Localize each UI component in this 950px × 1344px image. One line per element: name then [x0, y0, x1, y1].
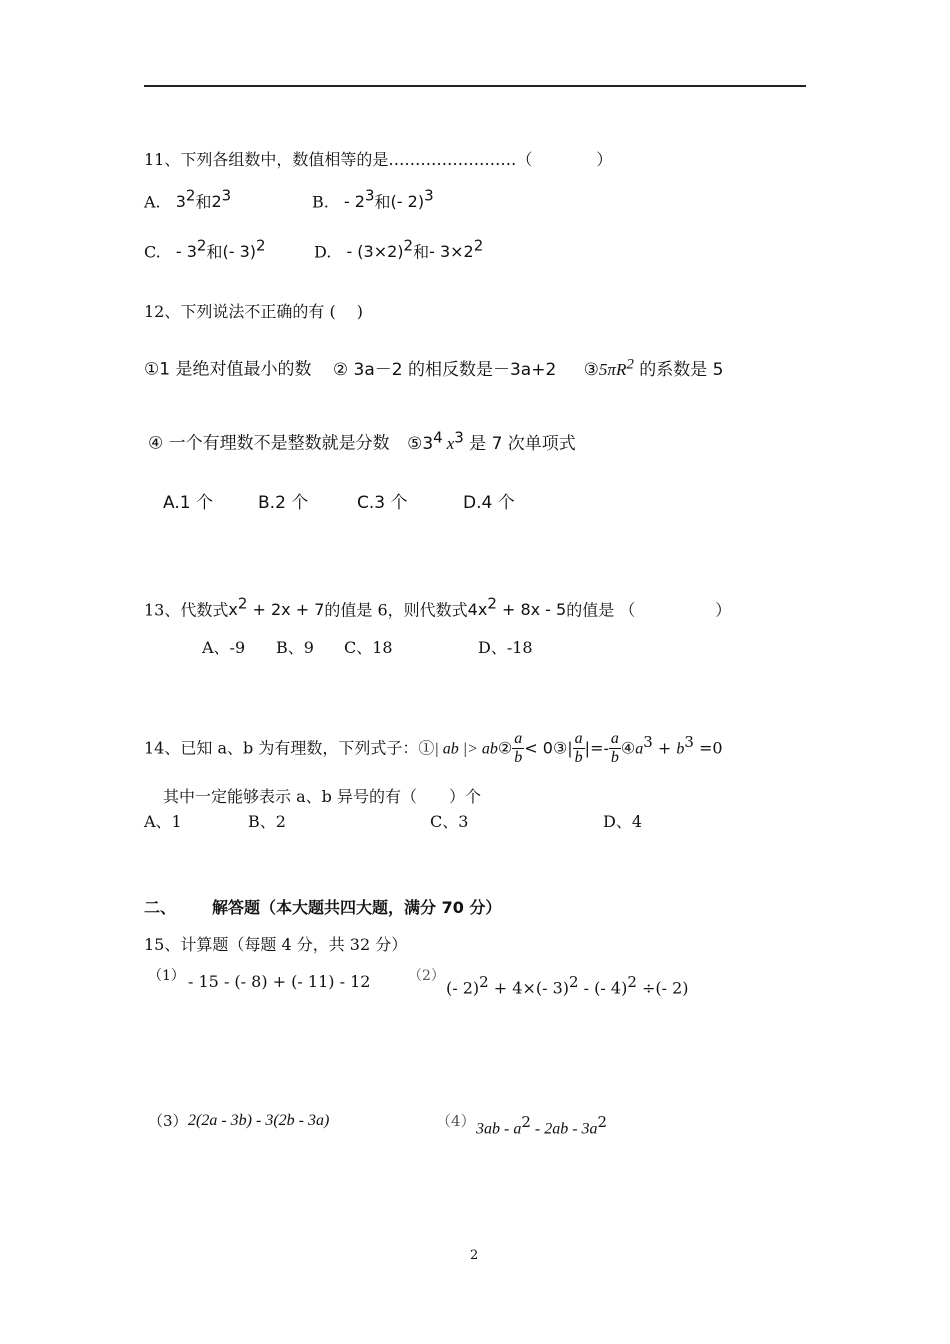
q14-option-a: A、1 — [144, 812, 182, 831]
q15-p2-label: （2） — [408, 968, 445, 984]
section2-title: 解答题（本大题共四大题，满分 70 分） — [212, 898, 502, 917]
q13-stem: 13、代数式$x^2 + 2x + 7$的值是 6，则代数式$4x^2 + 8x - 5$的值是 （ ） — [144, 595, 732, 620]
q11-option-b: B. - $2^3$和(- 2)$^3$ — [312, 187, 434, 212]
q12-statements-row2: ④ 一个有理数不是整数就是分数 $⑤3^4$ $x^3$ 是 7 次单项式 — [148, 428, 576, 454]
q14-option-d: D、4 — [603, 812, 643, 831]
q11-stem: 11、下列各组数中，数值相等的是……………………（ ） — [144, 150, 613, 169]
q11-option-d: D. - $(3\times 2)^2$和- $3\times 2^2$ — [314, 237, 484, 262]
q12-option-b: B.2 个 — [258, 493, 309, 513]
q14-option-b: B、2 — [248, 812, 286, 831]
q14-stem: 14、已知 a、b 为有理数，下列式子：①| ab |> ab② $\frac{a}{b}$ < 0③| $\frac{a}{b}$ |=- $\frac{a}{b}$ $④a^3 + b^3 =0$ — [144, 730, 723, 767]
q11-option-c: C. - $3^2$和(- 3)$^2$ — [144, 237, 266, 262]
q14-fraction-3b: $\frac{a}{b}$ — [610, 730, 619, 767]
q13-option-d: D、-18 — [478, 638, 533, 657]
q15-p1-label: （1） — [148, 968, 185, 984]
header-rule — [144, 85, 806, 87]
q15-p4-label: （4） — [436, 1112, 476, 1130]
q12-statements-row1: ①1 是绝对值最小的数 ② 3a－2 的相反数是－3a+2 $③5\pi R^2$ 的系数是 5 — [144, 356, 724, 380]
q11-option-a: A. $3^2$和$2^3$ — [144, 187, 232, 212]
q14-option-c: C、3 — [430, 812, 469, 831]
q15-p4-expr: $3ab - a^2 - 2ab - 3a^2$ — [476, 1113, 608, 1138]
q13-option-a: A、-9 — [202, 638, 246, 657]
q12-option-a: A.1 个 — [163, 493, 213, 513]
q14-line2: 其中一定能够表示 a、b 异号的有（ ）个 — [163, 787, 481, 806]
q15-p1-expr: - 15 - (- 8) + (- 11) - 12 — [188, 972, 371, 991]
page-number: 2 — [470, 1248, 479, 1263]
q15-p3-label: （3） — [148, 1112, 188, 1130]
q13-option-b: B、9 — [276, 638, 314, 657]
q12-stem: 12、下列说法不正确的有 ( ) — [144, 302, 364, 321]
q12-option-c: C.3 个 — [357, 493, 408, 513]
section2-label: 二、 — [144, 898, 177, 917]
q15-stem: 15、计算题（每题 4 分，共 32 分） — [144, 935, 408, 954]
q15-p3-expr: 2(2a - 3b) - 3(2b - 3a) — [188, 1112, 330, 1129]
q15-p2-expr: (- 2)$^2$ + 4×(- 3)$^2$ - (- 4)$^2$ ÷(- 2) — [446, 973, 689, 998]
q12-option-d: D.4 个 — [463, 493, 515, 513]
q13-option-c: C、18 — [344, 638, 393, 657]
q14-fraction-3a: $\frac{a}{b}$ — [574, 730, 583, 767]
q14-fraction-2: $\frac{a}{b}$ — [514, 730, 523, 767]
